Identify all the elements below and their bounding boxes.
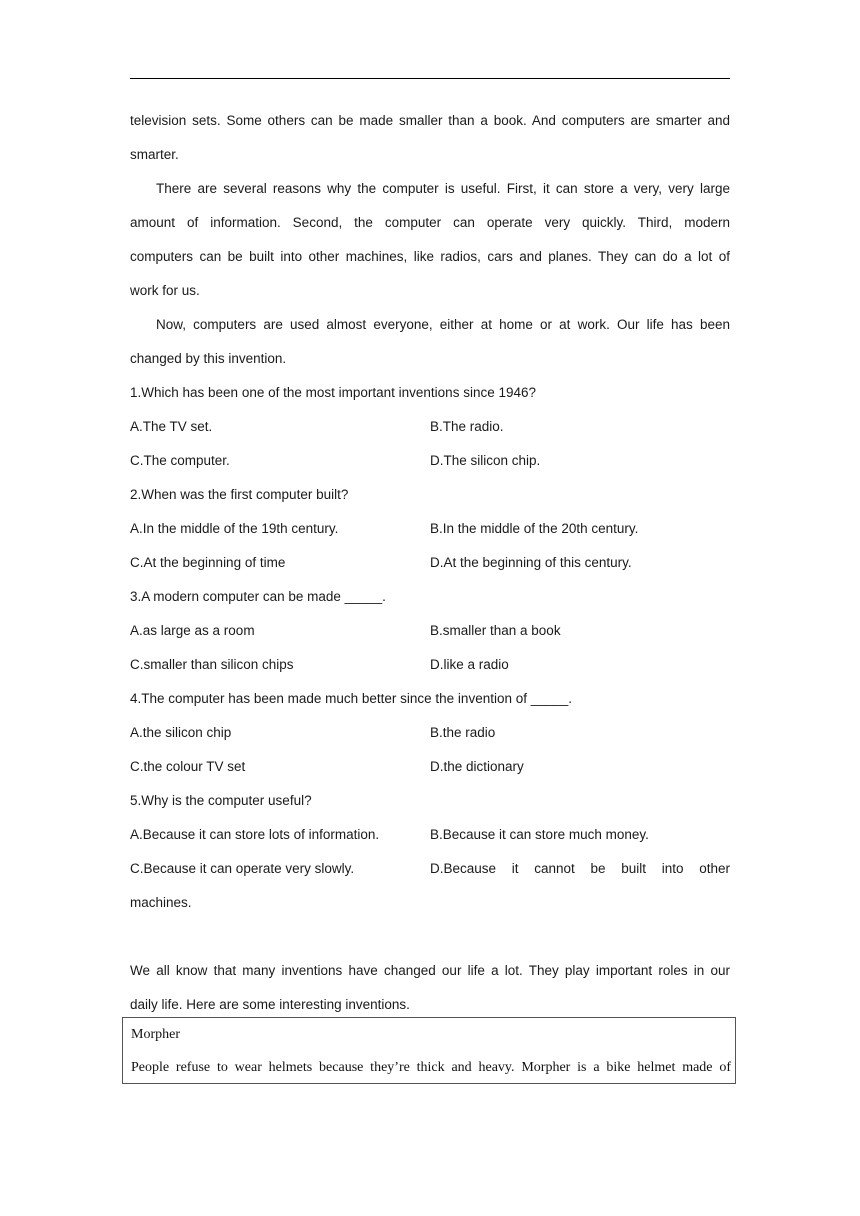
options-row — [130, 648, 730, 682]
options-row — [130, 750, 730, 784]
passage-line: changed by this invention. — [130, 351, 287, 366]
options-row — [130, 512, 730, 546]
option-d: D.At the beginning of this century. — [430, 555, 632, 570]
option-a: A.Because it can store lots of information. — [130, 827, 380, 842]
box-title: Morpher — [131, 1027, 180, 1042]
question-3: 3.A modern computer can be made _____. — [130, 589, 386, 604]
option-c: C.Because it can operate very slowly. — [130, 861, 355, 876]
option-d: D.Because it cannot be built into other — [430, 861, 730, 876]
option-b: B.The radio. — [430, 419, 504, 434]
option-a: A.as large as a room — [130, 623, 255, 638]
passage-line: There are several reasons why the computer is useful. First, it can store a very, very large — [156, 181, 730, 196]
passage-line: computers can be built into other machines, like radios, cars and planes. They can do a lot of — [130, 249, 730, 264]
option-b: B.Because it can store much money. — [430, 827, 649, 842]
passage-line: amount of information. Second, the computer can operate very quickly. Third, modern — [130, 215, 730, 230]
options-row — [130, 614, 730, 648]
options-row — [130, 546, 730, 580]
question-4: 4.The computer has been made much better since the invention of _____. — [130, 691, 573, 706]
document-body — [130, 104, 730, 1022]
intro-line: We all know that many inventions have changed our life a lot. They play important roles in our — [130, 963, 730, 978]
option-c: C.The computer. — [130, 453, 230, 468]
passage-line: Now, computers are used almost everyone, either at home or at work. Our life has been — [156, 317, 730, 332]
header-rule — [130, 78, 730, 79]
option-a: A.the silicon chip — [130, 725, 232, 740]
option-c: C.At the beginning of time — [130, 555, 286, 570]
option-d: D.The silicon chip. — [430, 453, 541, 468]
options-row — [130, 410, 730, 444]
option-b: B.the radio — [430, 725, 496, 740]
option-a: A.In the middle of the 19th century. — [130, 521, 339, 536]
invention-box — [122, 1017, 736, 1084]
spacer — [130, 920, 730, 954]
passage-line: television sets. Some others can be made smaller than a book. And computers are smarter and — [130, 113, 730, 128]
intro-line: daily life. Here are some interesting inventions. — [130, 997, 410, 1012]
box-text: People refuse to wear helmets because they’re thick and heavy. Morpher is a bike helmet made of — [131, 1060, 731, 1075]
options-row — [130, 444, 730, 478]
passage-line: work for us. — [130, 283, 200, 298]
question-1: 1.Which has been one of the most important inventions since 1946? — [130, 385, 536, 400]
passage-line: smarter. — [130, 147, 179, 162]
options-row — [130, 716, 730, 750]
option-d: D.like a radio — [430, 657, 509, 672]
question-2: 2.When was the first computer built? — [130, 487, 349, 502]
option-b: B.smaller than a book — [430, 623, 561, 638]
option-c: C.smaller than silicon chips — [130, 657, 294, 672]
options-row — [130, 852, 730, 886]
option-c: C.the colour TV set — [130, 759, 246, 774]
question-5: 5.Why is the computer useful? — [130, 793, 312, 808]
option-b: B.In the middle of the 20th century. — [430, 521, 639, 536]
option-a: A.The TV set. — [130, 419, 213, 434]
option-d-continued: machines. — [130, 895, 192, 910]
options-row — [130, 818, 730, 852]
option-d: D.the dictionary — [430, 759, 524, 774]
